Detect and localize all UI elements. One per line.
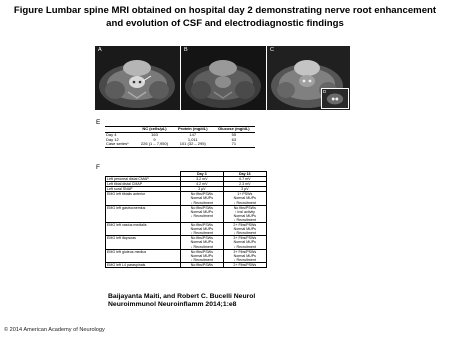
- mri-panel-row: [95, 46, 350, 110]
- csf-table: [105, 126, 255, 148]
- edx-table-cell: No fibs/PSWs Normal MUPs ↓ Recruitment: [181, 223, 224, 236]
- panel-letter-a: A: [98, 47, 102, 53]
- csf-table-cell: 1,011: [187, 136, 198, 142]
- figure-title: Figure Lumbar spine MRI obtained on hospital day 2 demonstrating nerve root enhancement and evolution of CSF and electrodiagnostic findings: [13, 5, 437, 29]
- edx-table-cell: EMG left gluteus medius: [106, 249, 181, 262]
- edx-table-cell: 4.2 mV: [181, 182, 224, 187]
- copyright-notice: © 2014 American Academy of Neurology: [4, 327, 105, 333]
- edx-table-cell: Left tibial distal CMAP: [106, 182, 181, 187]
- edx-table-cell: EMG left gastrocnemius: [106, 205, 181, 222]
- edx-header-cell: Day 16: [223, 172, 266, 177]
- mri-image-b: [181, 46, 266, 110]
- edx-table-row: [106, 236, 267, 249]
- csf-table-cell: Day 12: [106, 136, 119, 142]
- edx-table-cell: 0.7 mV: [223, 177, 266, 182]
- mri-panel-b: [181, 46, 266, 110]
- csf-header-cell: NC (cells/µL): [136, 127, 173, 133]
- csf-table-cell: 163: [151, 132, 158, 137]
- edx-table-cell: 3 µV: [181, 187, 224, 192]
- edx-table-cell: No fibs/PSWs Normal MUPs ↓ Recruitment: [181, 236, 224, 249]
- citation: [108, 293, 348, 309]
- csf-table-row: [105, 142, 255, 147]
- citation-line-1: Baijayanta Maiti, and Robert C. Bucelli Neurol: [108, 293, 256, 300]
- citation-line-2: Neuroimmunol Neuroinflamm 2014;1:e8: [108, 301, 237, 308]
- mri-inset-d: [321, 88, 349, 109]
- csf-header-cell: Protein (mg/dL): [173, 127, 213, 133]
- edx-table-cell: 2.3 mV: [223, 182, 266, 187]
- csf-table-cell: 101 (32 – 295): [173, 142, 213, 147]
- edx-table-cell: 3+ Fibs/PSWs Normal MUPs ↓ Recruitment: [223, 236, 266, 249]
- mri-panel-c: [267, 46, 350, 110]
- edx-table-cell: EMG left vastus medialis: [106, 223, 181, 236]
- section-label-f: F: [96, 164, 100, 171]
- panel-letter-d: D: [323, 89, 327, 94]
- edx-table-cell: 2+ Fibs/PSWs: [223, 262, 266, 267]
- edx-table-cell: No fibs/PSWs Normal MUPs ↓ Recruitment: [181, 205, 224, 222]
- edx-table-row: [106, 223, 267, 236]
- edx-table-cell: No fibs/PSWs: [181, 262, 224, 267]
- edx-table-row: [106, 205, 267, 222]
- edx-table-cell: EMG left tibialis anterior: [106, 192, 181, 205]
- edx-header-cell: Day 3: [181, 172, 224, 177]
- edx-table-cell: Left sural SNAP: [106, 187, 181, 192]
- csf-header-cell: Glucose (mg/dL): [213, 127, 255, 133]
- csf-table-cell: 226 (1 – 7,950): [136, 142, 173, 147]
- edx-table-cell: 3 µV: [223, 187, 266, 192]
- edx-table-row: [106, 262, 267, 267]
- csf-table-cell: 147: [189, 132, 197, 137]
- edx-table-cell: Left peroneal distal CMAP: [106, 177, 181, 182]
- section-label-e: E: [96, 119, 101, 126]
- edx-table-cell: EMG left L4 paraspinals: [106, 262, 181, 267]
- edx-table-row: [106, 249, 267, 262]
- mri-image-a: [95, 46, 180, 110]
- electrodiagnostic-table: [105, 171, 267, 268]
- edx-table-cell: 2+ Fibs/PSWs Normal MUPs ↓ Recruitment: [223, 223, 266, 236]
- edx-table-cell: EMG left iliopsoas: [106, 236, 181, 249]
- csf-table-cell: Day 4: [106, 132, 117, 137]
- csf-table-cell: 71: [213, 142, 255, 147]
- csf-table-cell: 55: [231, 132, 237, 137]
- mri-panel-a: [95, 46, 180, 110]
- csf-table-cell: 9: [153, 136, 156, 142]
- edx-table-cell: No fibs/PSWs ↑ Insl activity Normal MUPs ↓ Recruitment: [223, 205, 266, 222]
- edx-table-cell: No fibs/PSWs Normal MUPs ↓ Recruitment: [181, 192, 224, 205]
- edx-table-cell: 1+ PSWs Normal MUPs ↓ Recruitment: [223, 192, 266, 205]
- edx-table-cell: 3+ Fibs/PSWs Normal MUPs ↓ Recruitment: [223, 249, 266, 262]
- edx-table-row: [106, 192, 267, 205]
- csf-table-cell: Case series*: [105, 142, 136, 147]
- edx-table-cell: 3.2 mV: [181, 177, 224, 182]
- panel-letter-c: C: [270, 47, 274, 53]
- csf-table-cell: 63: [231, 136, 237, 142]
- panel-letter-b: B: [184, 47, 188, 53]
- edx-table-cell: No fibs/PSWs Normal MUPs ↓ Recruitment: [181, 249, 224, 262]
